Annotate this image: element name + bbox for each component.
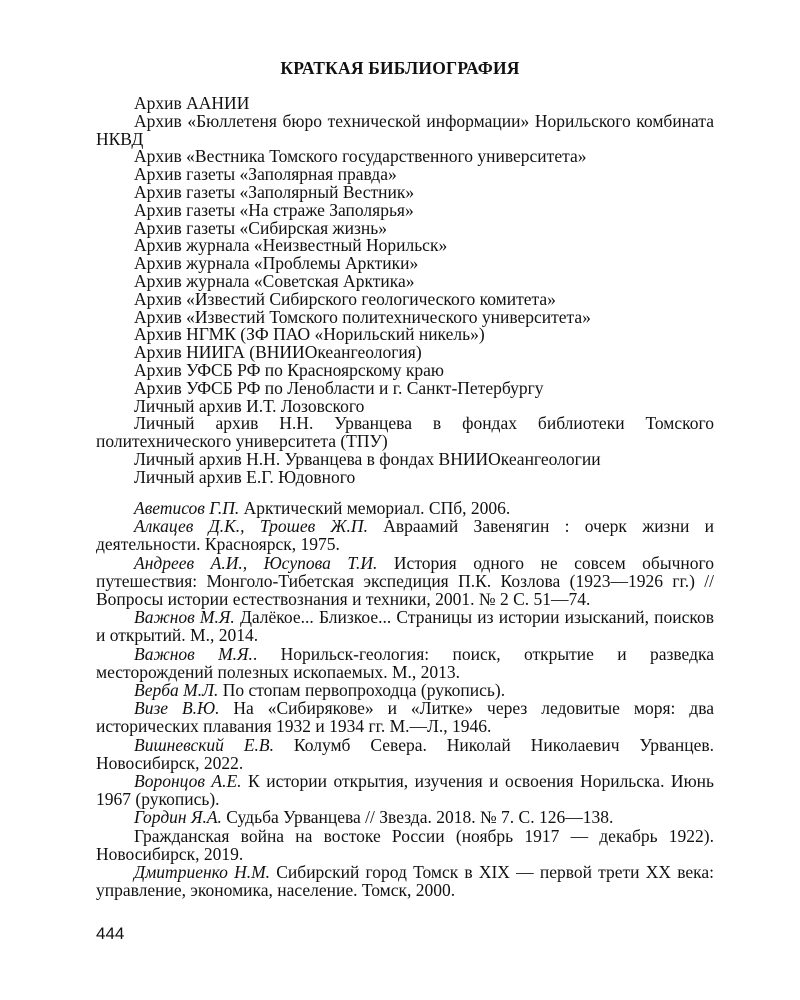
bibliography-entry (96, 772, 714, 808)
entry-text: . Норильск-геология: поиск, открытие и разведка месторождений полезных ископаемых. М., 2013. (96, 643, 714, 682)
entry-author: Верба М.Л. (134, 680, 219, 701)
bibliography-entry (96, 736, 714, 772)
entry-text: Сибирский город Томск в XIX — первой трети XX века: управление, экономика, население. Томск, 2000. (96, 862, 714, 901)
bibliography-entry (96, 827, 714, 863)
archive-entry: Архив журнала «Неизвестный Норильск» (134, 235, 448, 256)
entry-author: Дмитриенко Н.М. (134, 862, 271, 883)
entry-author: Важнов М.Я. (134, 607, 235, 628)
entry-author: Алкацев Д.К., Трошев Ж.П. (134, 516, 368, 537)
entry-text: К истории открытия, изучения и освоения Норильска. Июнь 1967 (рукопись). (96, 771, 714, 810)
archive-entry: Архив ААНИИ (134, 93, 250, 113)
page-number: 444 (96, 924, 125, 943)
entry-text: Авраамий Завенягин : очерк жизни и деятельности. Красноярск, 1975. (96, 516, 714, 555)
archive-entry: Архив УФСБ РФ по Красноярскому краю (134, 359, 444, 380)
archive-entry: Архив УФСБ РФ по Ленобласти и г. Санкт-Петербургу (134, 377, 544, 398)
entry-author: Воронцов А.Е. (134, 771, 242, 792)
entry-text: Далёкое... Близкое... Страницы из истории изысканий, поисков и открытий. М., 2014. (96, 607, 715, 646)
entry-author: Гордин Я.А. (134, 807, 222, 828)
archive-entry: Личный архив Н.Н. Урванцева в фондах библиотеки Томского политехнического университета (ТПУ) (96, 413, 714, 452)
archive-entry: Личный архив Е.Г. Юдовного (134, 466, 356, 487)
bibliography-entry (96, 681, 714, 699)
archive-entry: Архив газеты «Заполярная правда» (134, 164, 397, 185)
archive-entry: Архив газеты «Заполярный Вестник» (134, 181, 415, 202)
archive-entry: Архив «Вестника Томского государственного университета» (134, 146, 587, 167)
archive-entry: Архив журнала «Проблемы Арктики» (134, 253, 419, 274)
bibliography-entry (96, 608, 714, 644)
entry-author: Важнов М.Я. (134, 643, 253, 664)
archive-entry: Архив НГМК (ЗФ ПАО «Норильский никель») (134, 324, 485, 345)
entry-text: История одного не совсем обычного путешествия: Монголо-Тибетская экспедиция П.К. Козлова (1923—1926 гг.) // Вопросы истории естествознания и техники, 2001. № 2 С. 51—74. (96, 552, 714, 610)
archive-entry: Архив газеты «Сибирская жизнь» (134, 217, 388, 238)
bibliography-entry (96, 517, 714, 553)
entry-author: Аветисов Г.П. (134, 498, 240, 518)
entry-text: Судьба Урванцева // Звезда. 2018. № 7. С. 126—138. (221, 807, 614, 828)
archive-list (96, 95, 714, 487)
bibliography-entry (96, 808, 714, 826)
bibliography-entry (96, 699, 714, 735)
archive-entry: Архив «Известий Томского политехнического университета» (134, 306, 591, 327)
archive-entry: Архив НИИГА (ВНИИОкеангеология) (134, 342, 422, 363)
bibliography-entry (96, 863, 714, 899)
archive-entry: Архив «Бюллетеня бюро технической информации» Норильского комбината НКВД (96, 110, 714, 149)
section-heading: КРАТКАЯ БИБЛИОГРАФИЯ (280, 58, 520, 78)
entry-author: Визе В.Ю. (134, 698, 220, 719)
archive-entry: Личный архив Н.Н. Урванцева в фондах ВНИИОкеангеологии (134, 448, 601, 469)
entry-text: Гражданская война на востоке России (ноябрь 1917 — декабрь 1922). Новосибирск, 2019. (96, 825, 714, 864)
archive-entry: Личный архив И.Т. Лозовского (134, 395, 365, 416)
entry-text: По стопам первопроходца (рукопись). (218, 680, 506, 701)
archive-entry: Архив газеты «На страже Заполярья» (134, 199, 414, 220)
bibliography-entry (96, 554, 714, 609)
archive-entry: Архив «Известий Сибирского геологического комитета» (134, 288, 556, 309)
bibliography-entry (96, 645, 714, 681)
bibliography-list (96, 499, 714, 899)
archive-entry: Архив журнала «Советская Арктика» (134, 270, 415, 291)
entry-text: Колумб Севера. Николай Николаевич Урванцев. Новосибирск, 2022. (96, 734, 714, 773)
entry-author: Вишневский Е.В. (134, 734, 274, 755)
bibliography-entry (96, 499, 714, 517)
entry-author: Андреев А.И., Юсупова Т.И. (134, 552, 378, 573)
entry-text: Арктический мемориал. СПб, 2006. (239, 498, 511, 518)
entry-text: На «Сибирякове» и «Литке» через ледовитые моря: два исторических плавания 1932 и 1934 гг. М.—Л., 1946. (96, 698, 714, 737)
